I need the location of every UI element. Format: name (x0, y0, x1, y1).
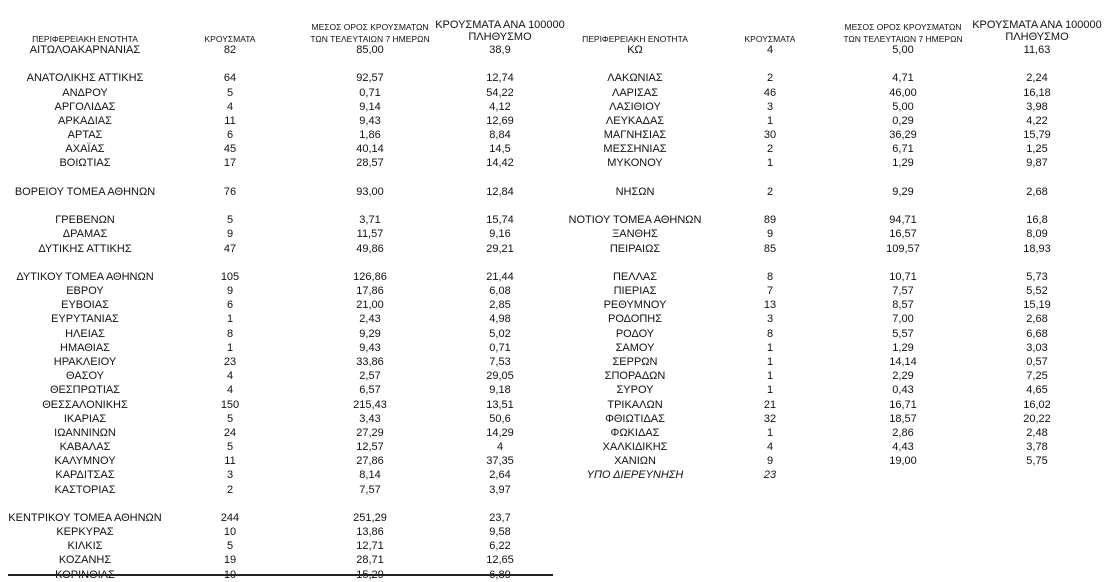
cell-avg7: 4,43 (892, 441, 914, 454)
cell-per100k: 15,79 (1023, 129, 1051, 142)
cell-cases: 2 (766, 72, 774, 85)
cell-avg7: 8,14 (359, 469, 381, 482)
cell-per100k: 54,22 (486, 86, 514, 99)
cell-avg7: 16,57 (889, 228, 917, 241)
cell-avg7: 0,43 (892, 384, 914, 397)
cell-cases: 1 (226, 341, 234, 354)
cell-name: ΣΑΜΟΥ (615, 341, 655, 354)
cell-cases: 5 (226, 540, 234, 553)
cell-name: ΚΑΡΔΙΤΣΑΣ (55, 469, 115, 482)
cell-avg7: 7,00 (892, 313, 914, 326)
cell-per100k: 4,22 (1026, 114, 1048, 127)
cell-name: ΡΟΔΟΠΗΣ (607, 313, 663, 326)
cell-name: ΘΕΣΣΑΛΟΝΙΚΗΣ (42, 398, 128, 411)
cell-cases: 1 (766, 426, 774, 439)
cell-cases: 150 (220, 398, 240, 411)
cell-cases: 8 (226, 327, 234, 340)
cell-cases: 45 (223, 143, 237, 156)
cell-name: ΜΥΚΟΝΟΥ (607, 157, 663, 170)
cell-name: ΠΙΕΡΙΑΣ (613, 285, 657, 298)
cell-cases: 3 (226, 469, 234, 482)
cell-name: ΑΝΔΡΟΥ (62, 86, 108, 99)
cell-avg7: 9,43 (359, 341, 381, 354)
cell-per100k: 37,35 (486, 455, 514, 468)
cell-per100k: 4,65 (1026, 384, 1048, 397)
cell-per100k: 3,78 (1026, 441, 1048, 454)
cell-cases: 8 (766, 270, 774, 283)
cell-name: ΒΟΡΕΙΟΥ ΤΟΜΕΑ ΑΘΗΝΩΝ (14, 185, 156, 198)
cell-per100k: 23,7 (489, 511, 511, 524)
cell-name: ΚΑΒΑΛΑΣ (59, 441, 111, 454)
cell-cases: 11 (224, 114, 236, 127)
cell-cases: 5 (226, 412, 234, 425)
cell-cases: 82 (223, 44, 237, 56)
cell-per100k: 12,74 (486, 72, 514, 85)
cell-avg7: 11,57 (356, 228, 384, 241)
cell-name: ΕΥΡΥΤΑΝΙΑΣ (51, 313, 119, 326)
cell-avg7: 16,71 (889, 398, 917, 411)
cell-per100k: 13,51 (486, 398, 514, 411)
cell-name: ΑΡΓΟΛΙΔΑΣ (54, 100, 116, 113)
cell-per100k: 0,71 (489, 341, 511, 354)
cell-cases: 1 (226, 313, 234, 326)
cell-avg7: 0,71 (359, 86, 381, 99)
cell-name: ΕΥΒΟΙΑΣ (61, 299, 109, 312)
cell-per100k: 5,73 (1026, 270, 1048, 283)
cell-cases: 1 (766, 370, 774, 383)
cell-avg7: 13,86 (356, 526, 384, 539)
cell-name: ΑΝΑΤΟΛΙΚΗΣ ΑΤΤΙΚΗΣ (26, 72, 144, 85)
cell-name: ΣΥΡΟΥ (616, 384, 654, 397)
cell-name: ΝΟΤΙΟΥ ΤΟΜΕΑ ΑΘΗΝΩΝ (568, 214, 702, 227)
cell-cases: 1 (766, 341, 774, 354)
cell-cases: 24 (223, 426, 237, 439)
cell-per100k: 14,5 (489, 143, 511, 156)
cell-per100k: 9,16 (489, 228, 511, 241)
cell-name: ΦΘΙΩΤΙΔΑΣ (605, 412, 665, 425)
cell-cases: 13 (763, 299, 777, 312)
cell-per100k: 20,22 (1023, 412, 1051, 425)
cell-avg7: 3,71 (359, 214, 381, 227)
cell-per100k: 2,68 (1026, 185, 1048, 198)
cell-avg7: 2,29 (892, 370, 914, 383)
cell-avg7: 3,43 (359, 412, 381, 425)
cell-name: ΔΥΤΙΚΟΥ ΤΟΜΕΑ ΑΘΗΝΩΝ (16, 270, 154, 283)
cell-cases: 6 (226, 129, 234, 142)
cell-cases: 3 (766, 100, 774, 113)
cell-name: ΘΕΣΠΡΩΤΙΑΣ (49, 384, 121, 397)
cell-name: ΧΑΝΙΩΝ (614, 455, 656, 468)
cell-name: ΚΙΛΚΙΣ (67, 540, 103, 553)
cell-name: ΚΑΣΤΟΡΙΑΣ (54, 483, 116, 496)
cell-per100k: 9,18 (489, 384, 511, 397)
cell-name: ΓΡΕΒΕΝΩΝ (55, 214, 115, 227)
cell-per100k: 4,12 (489, 100, 511, 113)
cell-avg7: 9,43 (359, 114, 381, 127)
cell-name: ΜΕΣΣΗΝΙΑΣ (603, 143, 667, 156)
cell-per100k: 3,98 (1026, 100, 1048, 113)
cell-per100k: 12,65 (486, 554, 514, 567)
cell-avg7: 14,14 (889, 355, 917, 368)
cell-avg7: 215,43 (353, 398, 387, 411)
right-header-per100k-line1: ΚΡΟΥΣΜΑΤΑ ΑΝΑ 100000 (972, 19, 1102, 31)
cell-avg7: 7,57 (892, 285, 914, 298)
cell-avg7: 10,71 (889, 270, 917, 283)
cell-avg7: 15,29 (356, 568, 384, 581)
cell-avg7: 1,29 (892, 341, 914, 354)
left-header-region: ΠΕΡΙΦΕΡΕΙΑΚΗ ΕΝΟΤΗΤΑ (32, 34, 138, 44)
cell-cases: 2 (226, 483, 234, 496)
cell-per100k: 2,85 (489, 299, 511, 312)
cell-avg7: 5,00 (892, 44, 914, 56)
cell-cases: 244 (220, 511, 240, 524)
cell-name: ΡΟΔΟΥ (615, 327, 655, 340)
left-header-per100k-line1: ΚΡΟΥΣΜΑΤΑ ΑΝΑ 100000 (435, 19, 565, 31)
cell-per100k: 29,21 (486, 242, 514, 255)
cell-name: ΔΥΤΙΚΗΣ ΑΤΤΙΚΗΣ (38, 242, 132, 255)
cell-avg7: 9,14 (359, 100, 381, 113)
right-header-avg-line2: ΤΩΝ ΤΕΛΕΥΤΑΙΩΝ 7 ΗΜΕΡΩΝ (843, 34, 963, 44)
cell-cases: 6 (226, 299, 234, 312)
cell-cases: 1 (766, 384, 774, 397)
cell-avg7: 7,57 (359, 483, 381, 496)
cell-name: ΠΕΛΛΑΣ (612, 270, 658, 283)
cell-name: ΚΟΡΙΝΘΙΑΣ (55, 568, 115, 581)
cell-cases: 5 (226, 86, 234, 99)
cell-avg7: 1,86 (359, 129, 381, 142)
cell-per100k: 14,42 (486, 157, 514, 170)
cell-avg7: 46,00 (889, 86, 917, 99)
cell-avg7: 6,57 (359, 384, 381, 397)
cell-avg7: 251,29 (353, 511, 387, 524)
cell-cases: 30 (763, 129, 777, 142)
cell-avg7: 9,29 (359, 327, 381, 340)
cell-per100k: 6,68 (1026, 327, 1048, 340)
cell-avg7: 17,86 (356, 285, 384, 298)
cell-per100k: 8,09 (1026, 228, 1048, 241)
cell-per100k: 6,08 (489, 285, 511, 298)
right-header-cases: ΚΡΟΥΣΜΑΤΑ (744, 34, 796, 44)
cell-per100k: 6,89 (489, 568, 511, 581)
cell-per100k: 1,25 (1026, 143, 1048, 156)
cell-cases: 8 (766, 327, 774, 340)
cell-name: ΚΩ (627, 44, 643, 56)
cell-cases: 46 (763, 86, 777, 99)
cell-avg7: 21,00 (356, 299, 384, 312)
cell-avg7: 85,00 (356, 44, 384, 56)
cell-cases: 23 (223, 355, 237, 368)
cell-name: ΒΟΙΩΤΙΑΣ (59, 157, 111, 170)
cell-per100k: 5,02 (489, 327, 511, 340)
cell-cases: 7 (766, 285, 774, 298)
cell-name: ΧΑΛΚΙΔΙΚΗΣ (602, 441, 668, 454)
cell-cases: 9 (226, 285, 234, 298)
cell-name: ΗΡΑΚΛΕΙΟΥ (53, 355, 117, 368)
cell-per100k: 7,25 (1026, 370, 1048, 383)
cell-name: ΛΕΥΚΑΔΑΣ (605, 114, 665, 127)
cell-name: ΑΡΤΑΣ (67, 129, 103, 142)
cell-per100k: 14,29 (486, 426, 514, 439)
cell-avg7: 2,43 (359, 313, 381, 326)
cell-cases: 4 (766, 441, 774, 454)
cell-avg7: 5,00 (892, 100, 914, 113)
cell-cases: 1 (766, 355, 774, 368)
cell-per100k: 15,19 (1023, 299, 1051, 312)
cell-name: ΘΑΣΟΥ (65, 370, 105, 383)
cell-avg7: 9,29 (892, 185, 914, 198)
cell-name: ΥΠΟ ΔΙΕΡΕΥΝΗΣΗ (586, 469, 684, 482)
cell-cases: 9 (766, 228, 774, 241)
cell-per100k: 8,84 (489, 129, 511, 142)
cell-cases: 4 (766, 44, 774, 56)
cell-avg7: 5,57 (892, 327, 914, 340)
cell-name: ΠΕΙΡΑΙΩΣ (609, 242, 661, 255)
cell-avg7: 28,71 (356, 554, 384, 567)
cell-name: ΦΩΚΙΔΑΣ (610, 426, 660, 439)
cell-avg7: 27,86 (356, 455, 384, 468)
cell-per100k: 2,48 (1026, 426, 1048, 439)
cell-name: ΡΕΘΥΜΝΟΥ (603, 299, 667, 312)
cell-cases: 76 (223, 185, 237, 198)
cell-per100k: 29,05 (486, 370, 514, 383)
cell-cases: 4 (226, 384, 234, 397)
cell-per100k: 15,74 (486, 214, 514, 227)
cell-avg7: 28,57 (356, 157, 384, 170)
cell-avg7: 33,86 (356, 355, 384, 368)
cell-name: ΣΕΡΡΩΝ (612, 355, 658, 368)
cell-per100k: 4 (496, 441, 504, 454)
cell-cases: 10 (223, 526, 237, 539)
left-header-avg-line1: ΜΕΣΟΣ ΟΡΟΣ ΚΡΟΥΣΜΑΤΩΝ (311, 22, 429, 32)
left-header-cases: ΚΡΟΥΣΜΑΤΑ (204, 34, 256, 44)
right-header-avg-line1: ΜΕΣΟΣ ΟΡΟΣ ΚΡΟΥΣΜΑΤΩΝ (844, 22, 962, 32)
cell-name: ΚΕΝΤΡΙΚΟΥ ΤΟΜΕΑ ΑΘΗΝΩΝ (8, 511, 162, 524)
cell-avg7: 4,71 (892, 72, 914, 85)
cell-name: ΑΡΚΑΔΙΑΣ (58, 114, 112, 127)
cell-name: ΚΟΖΑΝΗΣ (58, 554, 112, 567)
cell-per100k: 9,58 (489, 526, 511, 539)
cell-name: ΜΑΓΝΗΣΙΑΣ (603, 129, 667, 142)
cell-per100k: 38,9 (489, 44, 511, 56)
cell-per100k: 21,44 (486, 270, 514, 283)
cell-cases: 1 (766, 157, 774, 170)
cell-avg7: 27,29 (356, 426, 384, 439)
right-header-region: ΠΕΡΙΦΕΡΕΙΑΚΗ ΕΝΟΤΗΤΑ (582, 34, 688, 44)
cell-name: ΛΑΡΙΣΑΣ (611, 86, 658, 99)
cell-avg7: 36,29 (889, 129, 917, 142)
cell-avg7: 8,57 (892, 299, 914, 312)
cell-avg7: 2,86 (892, 426, 914, 439)
cell-cases: 89 (763, 214, 777, 227)
cell-cases: 23 (763, 469, 777, 482)
cell-per100k: 12,69 (486, 114, 514, 127)
cell-per100k: 2,64 (489, 469, 511, 482)
table-bottom-rule (8, 574, 553, 576)
cell-per100k: 9,87 (1026, 157, 1048, 170)
cell-name: ΚΕΡΚΥΡΑΣ (56, 526, 114, 539)
cell-name: ΛΑΚΩΝΙΑΣ (607, 72, 663, 85)
cell-per100k: 7,53 (489, 355, 511, 368)
cell-per100k: 5,75 (1026, 455, 1048, 468)
cell-per100k: 12,84 (486, 185, 514, 198)
cell-avg7: 2,57 (359, 370, 381, 383)
cell-per100k: 4,98 (489, 313, 511, 326)
cell-avg7: 49,86 (356, 242, 384, 255)
cell-avg7: 94,71 (889, 214, 917, 227)
cell-per100k: 16,02 (1023, 398, 1051, 411)
cell-cases: 9 (226, 228, 234, 241)
cell-name: ΑΙΤΩΛΟΑΚΑΡΝΑΝΙΑΣ (29, 44, 141, 56)
cell-name: ΕΒΡΟΥ (66, 285, 104, 298)
cell-avg7: 40,14 (356, 143, 384, 156)
cell-name: ΙΩΑΝΝΙΝΩΝ (54, 426, 116, 439)
cell-name: ΚΑΛΥΜΝΟΥ (54, 455, 116, 468)
cell-avg7: 109,57 (886, 242, 920, 255)
cell-per100k: 11,63 (1023, 44, 1051, 56)
cell-name: ΣΠΟΡΑΔΩΝ (604, 370, 666, 383)
cell-name: ΤΡΙΚΑΛΩΝ (607, 398, 663, 411)
cell-cases: 5 (226, 441, 234, 454)
cell-per100k: 18,93 (1023, 242, 1051, 255)
cell-per100k: 50,6 (489, 412, 511, 425)
cell-cases: 4 (226, 100, 234, 113)
cell-name: ΑΧΑΪΑΣ (65, 143, 105, 156)
cell-name: ΗΜΑΘΙΑΣ (60, 341, 110, 354)
cell-avg7: 19,00 (889, 455, 917, 468)
cell-avg7: 92,57 (356, 72, 384, 85)
cell-cases: 3 (766, 313, 774, 326)
cell-avg7: 93,00 (356, 185, 384, 198)
cell-cases: 105 (220, 270, 240, 283)
cell-name: ΙΚΑΡΙΑΣ (63, 412, 107, 425)
cell-name: ΞΑΝΘΗΣ (612, 228, 658, 241)
cell-avg7: 126,86 (353, 270, 387, 283)
cell-cases: 32 (763, 412, 777, 425)
left-header-avg-line2: ΤΩΝ ΤΕΛΕΥΤΑΙΩΝ 7 ΗΜΕΡΩΝ (310, 34, 430, 44)
cell-cases: 19 (223, 554, 237, 567)
cell-cases: 10 (223, 568, 237, 581)
cell-cases: 2 (766, 185, 774, 198)
cell-cases: 47 (223, 242, 237, 255)
cell-avg7: 12,71 (356, 540, 384, 553)
cell-cases: 64 (223, 72, 237, 85)
cell-avg7: 1,29 (892, 157, 914, 170)
cell-per100k: 2,24 (1026, 72, 1048, 85)
cell-cases: 2 (766, 143, 774, 156)
cell-cases: 17 (223, 157, 237, 170)
cell-avg7: 12,57 (356, 441, 384, 454)
cell-name: ΔΡΑΜΑΣ (62, 228, 108, 241)
cell-avg7: 18,57 (889, 412, 917, 425)
cell-cases: 9 (766, 455, 774, 468)
cell-cases: 1 (766, 114, 774, 127)
cell-per100k: 5,52 (1026, 285, 1048, 298)
cell-cases: 21 (763, 398, 777, 411)
cell-name: ΗΛΕΙΑΣ (65, 327, 105, 340)
cell-per100k: 16,8 (1026, 214, 1048, 227)
cell-cases: 85 (763, 242, 777, 255)
cell-per100k: 3,97 (489, 483, 511, 496)
cell-avg7: 6,71 (892, 143, 914, 156)
cell-per100k: 6,22 (489, 540, 511, 553)
cell-per100k: 16,18 (1023, 86, 1051, 99)
cell-per100k: 2,68 (1026, 313, 1048, 326)
cell-per100k: 0,57 (1026, 355, 1048, 368)
left-header-per100k-line2: ΠΛΗΘΥΣΜΟ (468, 31, 532, 43)
cell-name: ΛΑΣΙΘΙΟΥ (609, 100, 661, 113)
cell-cases: 11 (224, 455, 236, 468)
right-header-per100k-line2: ΠΛΗΘΥΣΜΟ (1005, 31, 1069, 43)
cell-per100k: 3,03 (1026, 341, 1048, 354)
cell-avg7: 0,29 (892, 114, 914, 127)
cell-cases: 5 (226, 214, 234, 227)
cell-name: ΝΗΣΩΝ (615, 185, 655, 198)
cell-cases: 4 (226, 370, 234, 383)
